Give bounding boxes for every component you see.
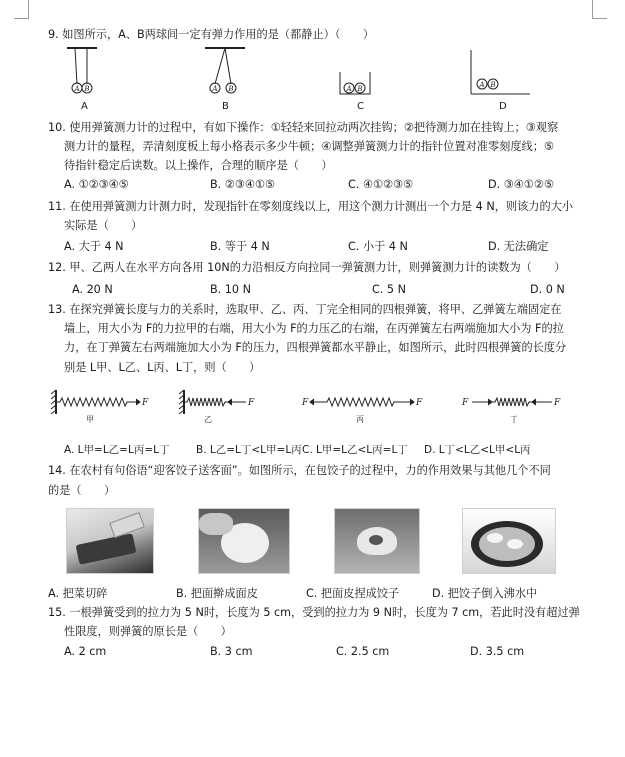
q13-option-b: B. L乙=L丁<L甲=L丙	[196, 444, 302, 456]
q14-option-c: C. 把面皮捏成饺子	[306, 587, 400, 600]
q15-option-a: A. 2 cm	[64, 645, 107, 658]
q11-option-a: A. 大于 4 N	[64, 240, 124, 253]
q9-label-c: C	[357, 101, 364, 112]
q13-spring-ding: 丁	[510, 415, 518, 424]
crop-mark-top-right-h	[592, 18, 607, 19]
q11-line-2: 实际是（ ）	[64, 219, 143, 232]
q13-spring-bing: 丙	[356, 415, 364, 424]
q15-line-1: 15. 一根弹簧受到的拉力为 5 N时，长度为 5 cm，受到的拉力为 9 N时，长度为 7 cm，若此时没有超过弹	[48, 606, 580, 619]
q10-line-1: 10. 使用弹簧测力计的过程中，有如下操作：①轻轻来回拉动两次挂钩；②把待测力加在挂钩上；③观察	[48, 121, 559, 134]
photo-pinching-dumpling	[334, 508, 420, 574]
q15-line-2: 性限度，则弹簧的原长是（ ）	[64, 625, 232, 638]
crop-mark-top-left-h	[14, 18, 29, 19]
photo-rolling-dough	[198, 508, 290, 574]
q9-fig-c-ball-a: A	[346, 85, 352, 93]
crop-mark-top-left	[28, 0, 29, 18]
q9-fig-b-ball-a: A	[212, 85, 218, 93]
q11-option-c: C. 小于 4 N	[348, 240, 408, 253]
q10-option-a: A. ①②③④⑤	[64, 178, 129, 191]
q11-option-d: D. 无法确定	[488, 240, 549, 253]
q13-line-1: 13. 在探究弹簧长度与力的关系时，选取甲、乙、丙、丁完全相同的四根弹簧，将甲、乙弹簧左端固定在	[48, 303, 562, 316]
q12-stem: 12. 甲、乙两人在水平方向各用 10N的力沿相反方向拉同一弹簧测力计，则弹簧测力计的读数为（ ）	[48, 261, 566, 274]
photo-chopping-vegetables	[66, 508, 154, 574]
q10-option-d: D. ③④①②⑤	[488, 178, 554, 191]
q9-stem: 9. 如图所示，A、B两球间一定有弹力作用的是（都静止）（ ）	[48, 28, 375, 41]
q9-fig-b-ball-b: B	[228, 85, 234, 93]
q9-fig-a-ball-b: B	[84, 85, 90, 93]
crop-mark-top-right	[592, 0, 593, 18]
q9-figure	[55, 44, 575, 124]
q9-fig-a-ball-a: A	[74, 85, 80, 93]
q15-option-b: B. 3 cm	[210, 645, 253, 658]
q10-option-b: B. ②③④①⑤	[210, 178, 275, 191]
q13-force-label-bing-right: F	[416, 398, 423, 408]
q15-option-c: C. 2.5 cm	[336, 645, 390, 658]
q13-force-label-bing-left: F	[302, 398, 309, 408]
q13-spring-yi: 乙	[204, 415, 212, 424]
q12-option-b: B. 10 N	[210, 283, 251, 296]
q10-line-2: 测力计的量程，弄清刻度板上每小格表示多少牛顿；④调整弹簧测力计的指针位置对准零刻度线；⑤	[64, 140, 554, 153]
q13-line-3: 力，在丁弹簧左右两端施加大小为 F的压力，四根弹簧都水平静止，如图所示，此时四根弹簧的长度分	[64, 341, 567, 354]
q13-force-label-yi: F	[248, 398, 255, 408]
q9-fig-d-ball-b: B	[490, 81, 496, 89]
q13-line-4: 别是 L甲、L乙、L丙、L丁，则（ ）	[64, 361, 261, 374]
q14-option-b: B. 把面擀成面皮	[176, 587, 258, 600]
q10-line-3: 待指针稳定后读数。以上操作，合理的顺序是（ ）	[64, 159, 333, 172]
q14-line-2: 的是（ ）	[48, 484, 116, 497]
q14-option-d: D. 把饺子倒入沸水中	[432, 587, 538, 600]
q13-option-a: A. L甲=L乙=L丙=L丁	[64, 444, 170, 456]
q11-line-1: 11. 在使用弹簧测力计测力时，发现指针在零刻度线以上，用这个测力计测出一个力是 4 N，则该力的大小	[48, 200, 574, 213]
q13-spring-jia: 甲	[86, 415, 94, 424]
photo-dumplings-into-boiling-water	[462, 508, 556, 574]
q9-label-a: A	[81, 101, 88, 112]
q14-option-a: A. 把菜切碎	[48, 587, 108, 600]
q11-option-b: B. 等于 4 N	[210, 240, 270, 253]
q13-option-c: C. L甲=L乙<L丙=L丁	[302, 444, 408, 456]
q14-line-1: 14. 在农村有句俗语“迎客饺子送客面”。如图所示，在包饺子的过程中，力的作用效果与其他几个不同	[48, 464, 551, 477]
q13-line-2: 墙上，用大小为 F的力拉甲的右端，用大小为 F的力压乙的右端，在丙弹簧左右两端施加大小为 F的拉	[64, 322, 564, 335]
q13-force-label-ding-right: F	[554, 398, 561, 408]
q9-label-d: D	[499, 101, 507, 112]
q9-label-b: B	[222, 101, 229, 112]
q12-option-a: A. 20 N	[72, 283, 113, 296]
q13-force-label-ding-left: F	[462, 398, 469, 408]
q13-option-d: D. L丁<L乙<L甲<L丙	[424, 444, 531, 456]
q9-fig-c-ball-b: B	[357, 85, 363, 93]
q10-option-c: C. ④①②③⑤	[348, 178, 414, 191]
q12-option-d: D. 0 N	[530, 283, 565, 296]
q13-spring-figure	[48, 386, 608, 426]
q13-force-label-jia: F	[142, 398, 149, 408]
q12-option-c: C. 5 N	[372, 283, 406, 296]
q9-fig-d-ball-a: A	[479, 81, 485, 89]
q15-option-d: D. 3.5 cm	[470, 645, 525, 658]
